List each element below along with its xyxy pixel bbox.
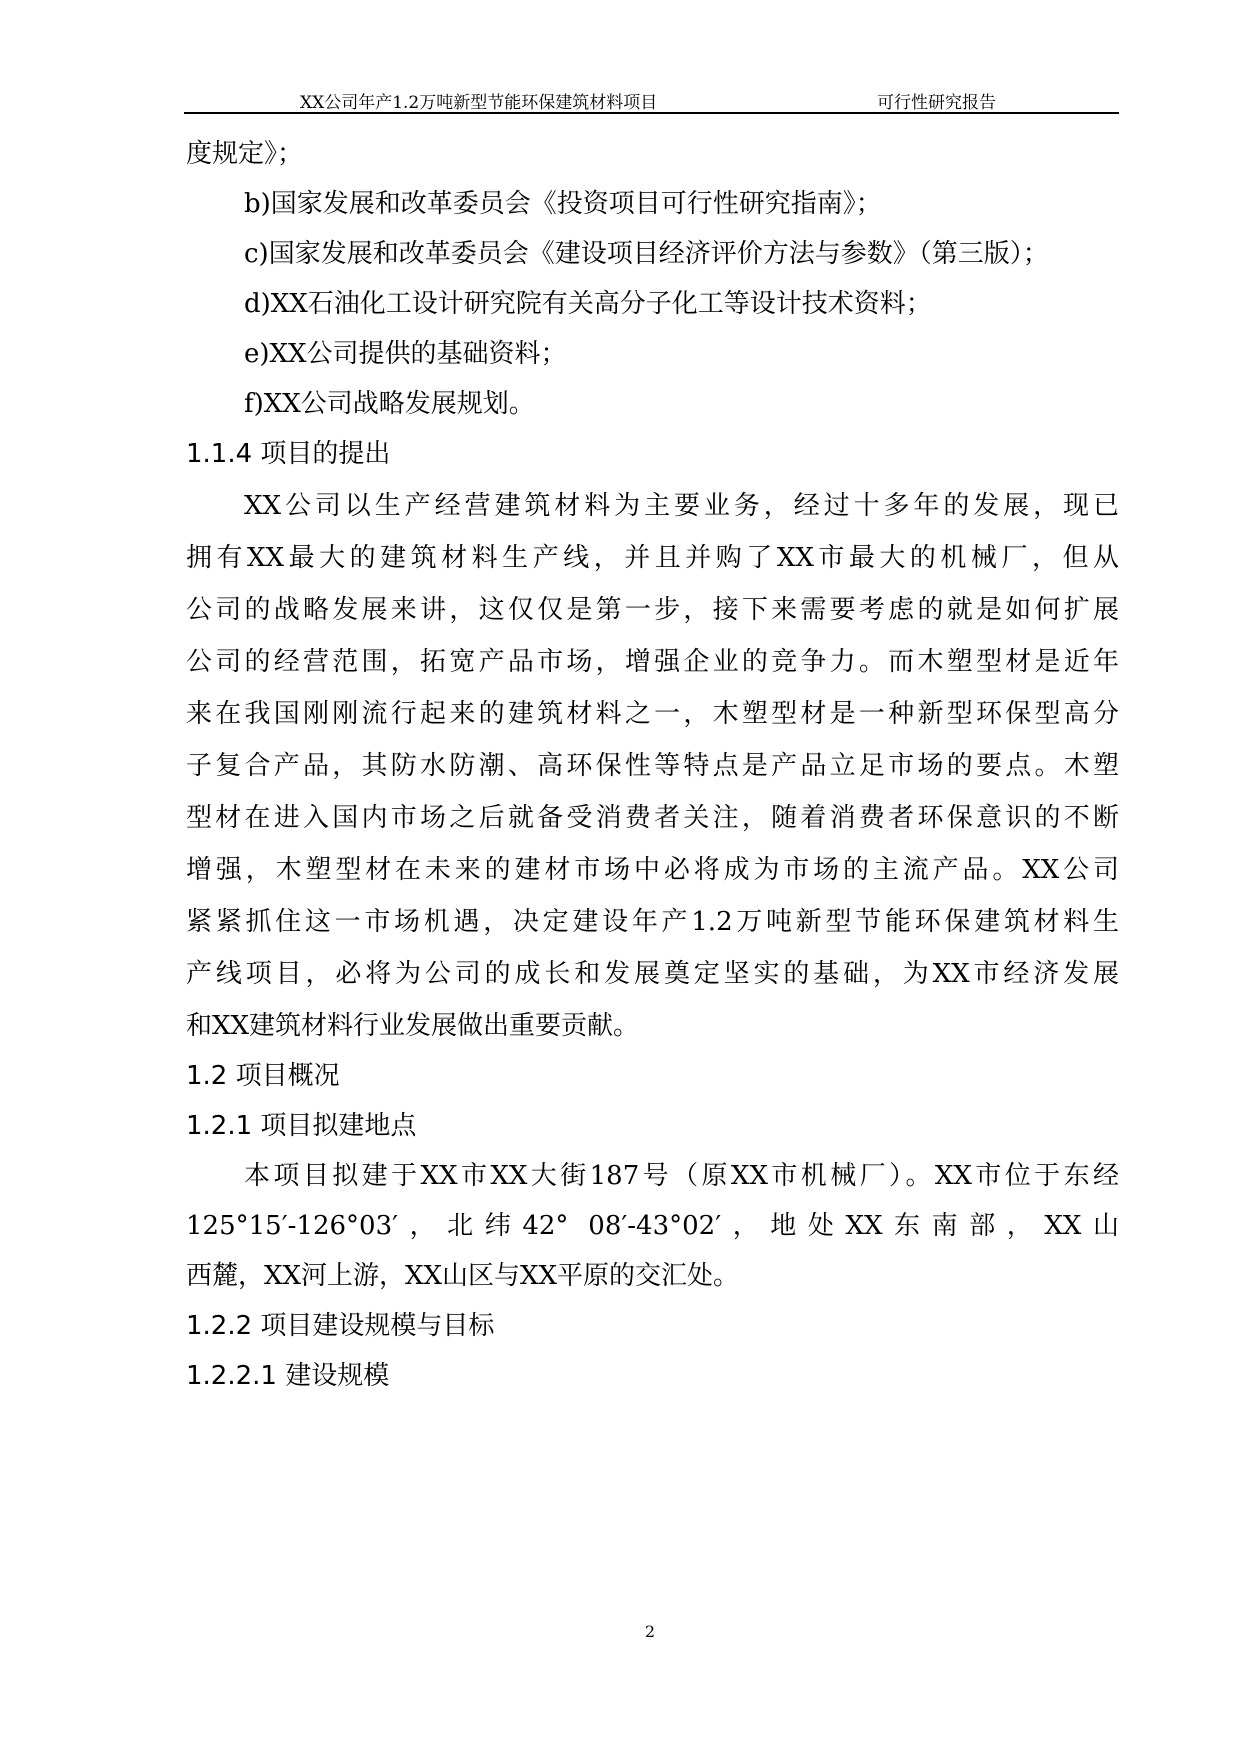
header-doc-type: 可行性研究报告 (877, 93, 996, 113)
paragraph-line: 公司的经营范围，拓宽产品市场，增强企业的竞争力。而木塑型材是近年 (186, 647, 1119, 677)
paragraph-line: 公司的战略发展来讲，这仅仅是第一步，接下来需要考虑的就是如何扩展 (186, 595, 1119, 625)
section-heading-1-1-4: 1.1.4 项目的提出 (186, 439, 391, 469)
section-heading-1-2: 1.2 项目概况 (186, 1061, 340, 1091)
paragraph-line: 产线项目，必将为公司的成长和发展奠定坚实的基础，为XX市经济发展 (186, 959, 1119, 989)
paragraph-line: 子复合产品，其防水防潮、高环保性等特点是产品立足市场的要点。木塑 (186, 751, 1119, 781)
section-heading-1-2-2-1: 1.2.2.1 建设规模 (186, 1361, 390, 1391)
header-title: XX公司年产1.2万吨新型节能环保建筑材料项目 (300, 93, 658, 113)
text-line: 度规定》； (186, 139, 304, 169)
paragraph-line: 型材在进入国内市场之后就备受消费者关注，随着消费者环保意识的不断 (186, 803, 1119, 833)
paragraph-line: 增强，木塑型材在未来的建材市场中必将成为市场的主流产品。XX公司 (186, 855, 1119, 885)
list-item-c: c)国家发展和改革委员会《建设项目经济评价方法与参数》（第三版）； (244, 239, 1049, 269)
section-heading-1-2-2: 1.2.2 项目建设规模与目标 (186, 1311, 495, 1341)
list-item-d: d)XX石油化工设计研究院有关高分子化工等设计技术资料； (244, 289, 932, 319)
paragraph-line: 和XX建筑材料行业发展做出重要贡献。 (186, 1011, 640, 1041)
paragraph-line: 拥有XX最大的建筑材料生产线，并且并购了XX市最大的机械厂，但从 (186, 543, 1119, 573)
header-rule (184, 112, 1119, 114)
section-heading-1-2-1: 1.2.1 项目拟建地点 (186, 1111, 417, 1141)
list-item-f: f)XX公司战略发展规划。 (244, 389, 535, 419)
paragraph-line: 西麓，XX河上游，XX山区与XX平原的交汇处。 (186, 1261, 740, 1291)
page-number: 2 (644, 1622, 656, 1641)
paragraph-line: 紧紧抓住这一市场机遇，决定建设年产1.2万吨新型节能环保建筑材料生 (186, 907, 1119, 937)
list-item-b: b)国家发展和改革委员会《投资项目可行性研究指南》； (244, 189, 882, 219)
paragraph-line: 来在我国刚刚流行起来的建筑材料之一，木塑型材是一种新型环保型高分 (186, 699, 1119, 729)
paragraph-line: XX公司以生产经营建筑材料为主要业务，经过十多年的发展，现已 (244, 491, 1119, 521)
paragraph-line: 125°15′-126°03′，北纬42° 08′-43°02′，地处XX东南部，XX山 (186, 1211, 1119, 1241)
paragraph-line: 本项目拟建于XX市XX大街187号（原XX市机械厂）。XX市位于东经 (244, 1161, 1119, 1191)
list-item-e: e)XX公司提供的基础资料； (244, 339, 567, 369)
